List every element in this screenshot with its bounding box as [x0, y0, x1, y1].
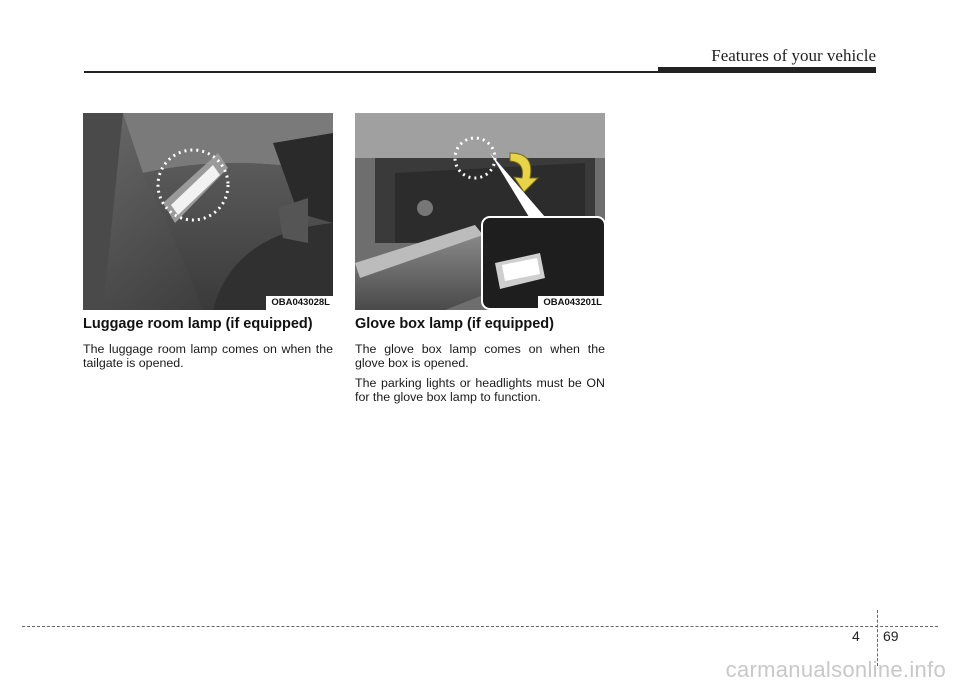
watermark: carmanualsonline.info [725, 657, 946, 682]
figure-code: OBA043201L [538, 296, 605, 310]
page-number: 69 [883, 628, 899, 644]
glove-box-lamp-figure [355, 113, 605, 310]
header-rule-accent [658, 67, 876, 73]
glove-box-lamp-illustration [355, 113, 605, 310]
section-paragraph: The luggage room lamp comes on when the tailgate is opened. [83, 342, 333, 370]
glove-box-lamp-section [355, 316, 605, 410]
header-title: Features of your vehicle [711, 46, 876, 65]
luggage-lamp-section [83, 316, 333, 376]
section-paragraph: The parking lights or headlights must be ON for the glove box lamp to function. [355, 376, 605, 404]
footer-rule [22, 626, 938, 627]
section-heading: Luggage room lamp (if equipped) [83, 316, 313, 332]
section-heading: Glove box lamp (if equipped) [355, 316, 554, 332]
luggage-lamp-figure [83, 113, 333, 310]
section-paragraph: The glove box lamp comes on when the glove box is opened. [355, 342, 605, 370]
header-rule [84, 71, 658, 73]
figure-code: OBA043028L [266, 296, 333, 310]
chapter-number: 4 [852, 628, 860, 644]
luggage-lamp-illustration [83, 113, 333, 310]
